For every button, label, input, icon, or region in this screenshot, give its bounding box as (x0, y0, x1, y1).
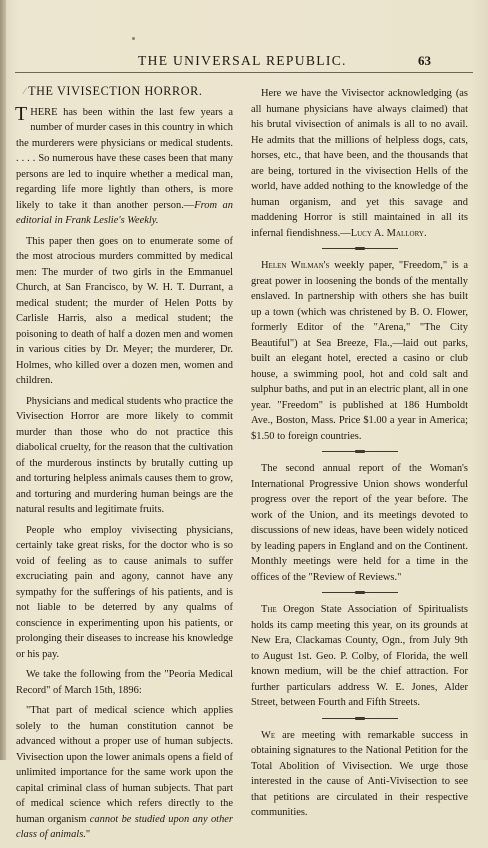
header-rule (15, 72, 473, 73)
notice-freedom (251, 258, 468, 444)
drop-cap: T (15, 102, 28, 125)
author-signature: Lucy A. Mallory. (350, 227, 427, 239)
article-lead-paragraph (15, 102, 233, 229)
page-spine-shadow (0, 0, 6, 760)
quote-text: "That part of medical science which applies solely to the human constitution cannot be advanced without a proper use of human subjects. Vivisection upon the lower animals opens a field of unlimited importance for the same work upon the capital criminal class of human subjects. That part of medical science which refers directly to the human organism (16, 705, 233, 825)
article-paragraph-3: Physicians and medical students who practice the Vivisection Horror are more likely to commit murder than those who do not practice this diabolical cruelty, for the reason that the cultivation of the murderous instincts by brutally cutting up and torturing helpless animals causes them to grow, and torturing and murdering human beings are the natural results and legitimate fruits. (16, 395, 233, 515)
notice-oregon-text: Oregon State Association of Spiritualists holds its camp meeting this year, on its grounds at New Era, Clackamas County, Ogn., from July 9th to August 1st. Geo. P. Colby, of Florida, the well known medium, will be the chief attraction. For further particulars address W. E. Jones, Alder Street, between Fourth and Fifth Streets. (251, 604, 468, 708)
notice-petition-text: are meeting with remarkable success in obtaining signatures to the National Petition for the Total Abolition of Vivisection. We urge those interested in the cause of Anti-Vivisection to see that petitions are circulated in their respective communities. (251, 729, 468, 818)
section-divider (322, 451, 398, 452)
notice-womans-union: The second annual report of the Woman's International Progressive Union shows wonderful progress over the report of the year before. The work of the Union, and its meetings devoted to discussions of new ideas, have been widely noticed by leading papers in England and on the Continent. Monthly meetings were held for a time in the offices of the "Review of Reviews." (251, 463, 468, 583)
article-paragraph-4: People who employ vivisecting physicians, certainly take great risks, for the doctor who is so void of feeling as to cause animals to suffer excruciating pain and agony, cannot have any sympathy for the sufferings of his patients, and is not liable to be deterred by any qualms of conscience in experimenting upon his patients, or prolonging their diseases to increase his knowledge or his pay. (16, 524, 233, 660)
running-header-title: THE UNIVERSAL REPUBLIC. (138, 53, 347, 68)
notice-petition-lead: We (261, 729, 276, 741)
lead-source: From an editorial in Frank Leslie's Weekly. (16, 199, 233, 226)
notice-petition (251, 728, 468, 821)
notice-oregon (251, 602, 468, 711)
right-column (251, 86, 468, 826)
margin-mark-icon: ⁄ (24, 86, 27, 96)
article-paragraph-2: This paper then goes on to enumerate some of the most atrocious murders committed by medical men: The murder of two girls in the Emmanuel Church, at San Francisco, by W. H. T. Durrant, a medical student; the murder of Helen Potts by Carlisle Harris, also a medical student; the poisoning to death of half a dozen men and women in various cities by Dr. Meyer; the murderer, Dr. Holmes, who killed over a dozen men, women and children. (16, 235, 233, 386)
section-divider (322, 718, 398, 719)
left-column (16, 84, 233, 848)
lead-text: HERE has been within the last few years a number of murder cases in this country in which the murderers were physicians or medical students. . . . . So numerous have these cases been that many persons are led to inquire whether a medical man, regarding life more lightly than others, is more likely to take it than another person.— (16, 106, 233, 211)
article-paragraph-5: We take the following from the "Peoria Medical Record" of March 15th, 1896: (16, 669, 233, 696)
paper-speck (132, 37, 135, 40)
notice-freedom-text: weekly paper, "Freedom," is a great power in loosening the bonds of the mentally enslaved. In partnership with others she has built up a town (which was christened by B. O. Flower, formerly Editor of the "Arena," "The City Beautiful") at Sea Breeze, Fla.,—laid out parks, built an elegant hotel, erected a casino or club house, a swimming pool, hot and cold salt and sulphur baths, and put in an electric plant, all in one year. "Freedom" is published at 186 Humboldt Ave., Boston, Mass. Price $1.00 a year in America; $1.50 to foreign countries. (251, 260, 468, 442)
article-quote (16, 703, 233, 843)
paragraph-7-text: Here we have the Vivisector acknowledging (as all humane physicians have always claimed) that his brutal vivisection of animals is all to no avail. He admits that the millions of helpless dogs, cats, horses, etc., that have been, and the thousands that are being, tortured in the vivisection Hells of the world, have added nothing to the knowledge of the human organism, and yet this savage and maddening Horror is still maintained in all its infernal fiendishness.— (251, 88, 468, 239)
quote-italic: cannot be studied upon any other class of animals. (16, 813, 233, 840)
article-title (24, 84, 233, 100)
section-divider (322, 592, 398, 593)
article-title-text: THE VIVISECTION HORROR. (28, 84, 203, 98)
quote-end: " (85, 829, 91, 840)
article-paragraph-7 (251, 86, 468, 241)
section-divider (322, 248, 398, 249)
notice-oregon-lead: The (261, 604, 277, 615)
notice-freedom-name: Helen Wilman's (261, 260, 330, 271)
page-number: 63 (418, 53, 431, 68)
